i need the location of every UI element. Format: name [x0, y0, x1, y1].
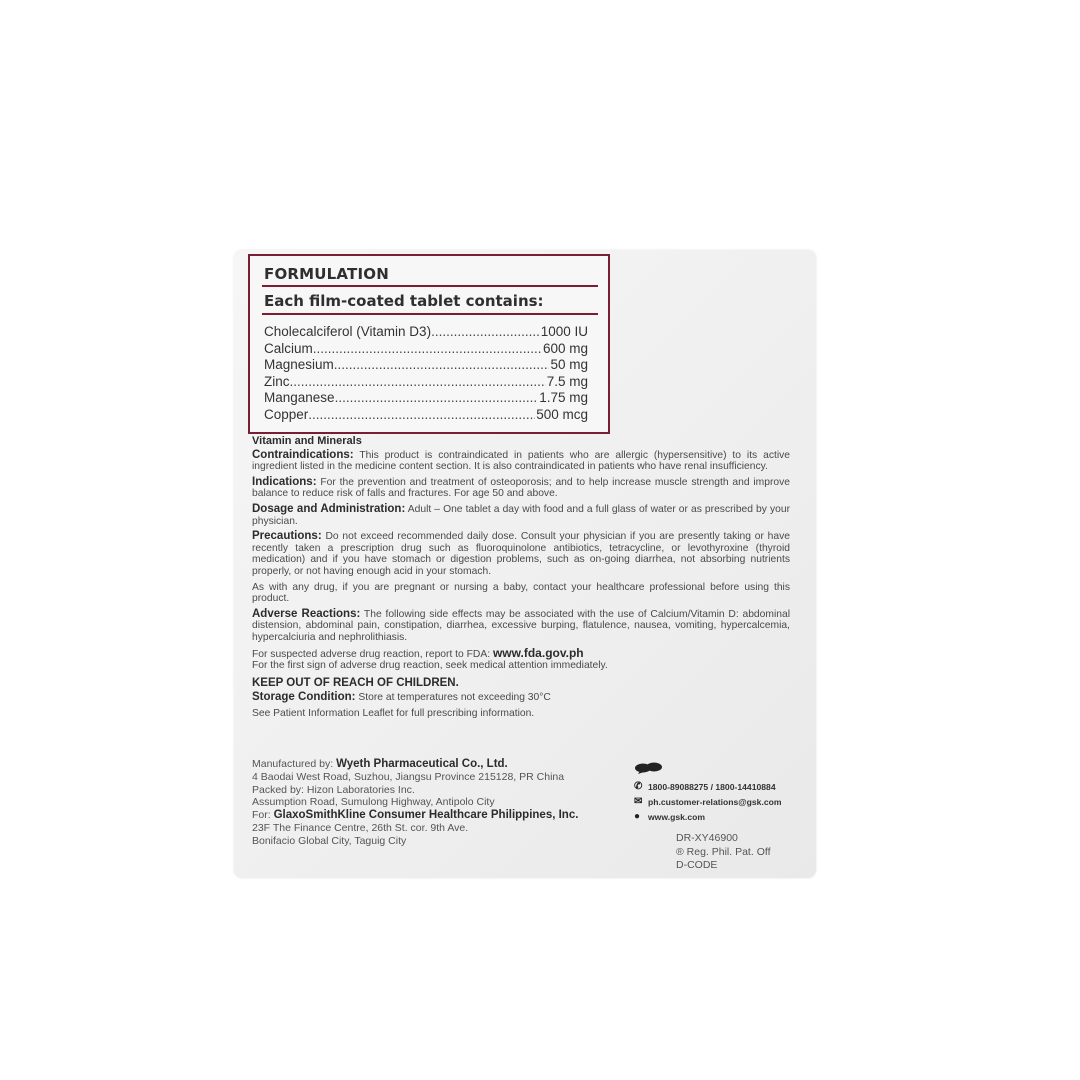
- subtitle-divider: [262, 313, 598, 315]
- adverse-text: The following side effects may be associated with the use of Calcium/Vitamin D: abdominal distension, abdominal pain, constipation, diarrhea, excessive burping, flatulence, nausea, vomiting, hypercalcemia, hypercalciuria and nephrolithiasis.: [252, 608, 790, 643]
- email-address: ph.customer-relations@gsk.com: [648, 796, 782, 807]
- ingredient-name: Cholecalciferol (Vitamin D3): [264, 324, 432, 339]
- packer-address: Assumption Road, Sumulong Highway, Antipolo City: [252, 796, 495, 809]
- ingredient-name: Zinc: [264, 373, 290, 389]
- indications-text: For the prevention and treatment of osteoporosis; and to help increase muscle strength and improve balance to reduce risk of falls and fractures. For age 50 and above.: [252, 476, 790, 500]
- precautions-text: Do not exceed recommended daily dose. Consult your physician if you are presently taking or have recently taken a prescription drug such as fluoroquinolone antibiotics, tetracycline, or levothyroxine (thyroid medication) and if you have stomach or digestion problems, such as on-going diarrhea, not absorbing nutrients properly, or not having enough acid in your stomach.: [252, 531, 790, 577]
- patent-note: ® Reg. Phil. Pat. Off: [676, 845, 771, 858]
- dosage-section: [252, 504, 790, 527]
- d-code: D-CODE: [676, 859, 718, 871]
- contraindications-label: Contraindications:: [252, 448, 354, 461]
- phone-row: [634, 781, 812, 792]
- ingredient-row: [264, 407, 588, 424]
- manufacturer-address: 4 Baodai West Road, Suzhou, Jiangsu Province 215128, PR China: [252, 770, 565, 783]
- fda-report-line: [252, 645, 790, 661]
- package-back-panel: [234, 250, 816, 878]
- contact-info: [634, 762, 812, 826]
- first-sign-note: For the first sign of adverse drug reaction, seek medical attention immediately.: [252, 660, 608, 672]
- indications-label: Indications:: [252, 475, 317, 488]
- distributor-name: GlaxoSmithKline Consumer Healthcare Philippines, Inc.: [273, 809, 579, 822]
- ingredient-name: Calcium: [264, 340, 313, 356]
- ingredient-row: [264, 341, 588, 358]
- manufactured-by-label: Manufactured by:: [252, 758, 334, 770]
- distributor-line: [252, 809, 592, 822]
- ingredient-name: Copper: [264, 406, 309, 422]
- phone-numbers: 1800-89088275 / 1800-14410884: [648, 781, 776, 792]
- globe-icon: ●: [634, 811, 641, 822]
- ingredient-name: Manganese: [264, 390, 335, 406]
- ingredient-amount: 1000 IU: [540, 324, 588, 339]
- storage-text: Store at temperatures not exceeding 30°C: [358, 692, 551, 704]
- precautions-section: [252, 531, 790, 577]
- distributor-address-1: 23F The Finance Centre, 26th St. cor. 9th Ave.: [252, 821, 469, 834]
- title-divider: [262, 285, 598, 287]
- chat-row: [634, 762, 812, 777]
- ingredient-name: Magnesium: [264, 357, 334, 373]
- manufacturer-info: [252, 758, 592, 848]
- web-row: [634, 811, 812, 822]
- ingredient-amount: 500 mcg: [536, 406, 588, 422]
- ingredient-row: [264, 390, 588, 407]
- manufactured-by-line: [252, 758, 592, 771]
- formulation-box: [248, 254, 610, 434]
- packed-by: Packed by: Hizon Laboratories Inc.: [252, 783, 415, 796]
- chat-bubble-icon: [634, 762, 648, 777]
- ingredient-row: [264, 357, 588, 374]
- ingredient-amount: 50 mg: [550, 357, 588, 373]
- fda-url: www.fda.gov.ph: [492, 645, 584, 660]
- adverse-reactions-section: [252, 609, 790, 644]
- contraindications-text: This product is contraindicated in patients who are allergic (hypersensitive) to its active ingredient listed in the medicine content section. It is also contraindicated in patients who have renal insufficiency.: [252, 449, 790, 473]
- manufacturer-name: Wyeth Pharmaceutical Co., Ltd.: [336, 758, 508, 770]
- for-label: For:: [252, 809, 271, 822]
- email-row: [634, 796, 812, 807]
- indications-section: [252, 477, 790, 500]
- storage-condition: [252, 692, 790, 704]
- dosage-text: Adult – One tablet a day with food and a full glass of water or as prescribed by your physician.: [252, 503, 790, 527]
- formulation-subtitle: Each film-coated tablet contains:: [264, 292, 544, 310]
- fda-report-text: For suspected adverse drug reaction, report to FDA:: [252, 648, 491, 660]
- ingredient-amount: 600 mg: [542, 340, 588, 356]
- dr-number: DR-XY46900: [676, 832, 738, 844]
- website: www.gsk.com: [648, 811, 705, 822]
- ingredient-row: [264, 324, 588, 341]
- adverse-label: Adverse Reactions:: [252, 607, 361, 620]
- ingredient-amount: 1.75 mg: [539, 390, 588, 406]
- keep-out-warning: KEEP OUT OF REACH OF CHILDREN.: [252, 676, 459, 689]
- distributor-address-2: Bonifacio Global City, Taguig City: [252, 834, 407, 847]
- leaflet-note: See Patient Information Leaflet for full prescribing information.: [252, 707, 535, 719]
- email-icon: ✉: [634, 796, 643, 807]
- phone-icon: ✆: [634, 781, 643, 792]
- storage-label: Storage Condition:: [252, 691, 356, 704]
- ingredient-list: [264, 324, 588, 424]
- contraindications-section: [252, 450, 790, 473]
- dosage-label: Dosage and Administration:: [252, 502, 406, 515]
- pregnancy-note: As with any drug, if you are pregnant or nursing a baby, contact your healthcare professional before using this product.: [252, 581, 790, 605]
- category-heading: Vitamin and Minerals: [252, 435, 362, 447]
- ingredient-amount: 7.5 mg: [546, 373, 588, 389]
- product-information: [252, 436, 790, 719]
- ingredient-row: [264, 374, 588, 391]
- formulation-title: FORMULATION: [264, 265, 389, 283]
- registration-codes: [676, 832, 771, 873]
- precautions-label: Precautions:: [252, 530, 322, 543]
